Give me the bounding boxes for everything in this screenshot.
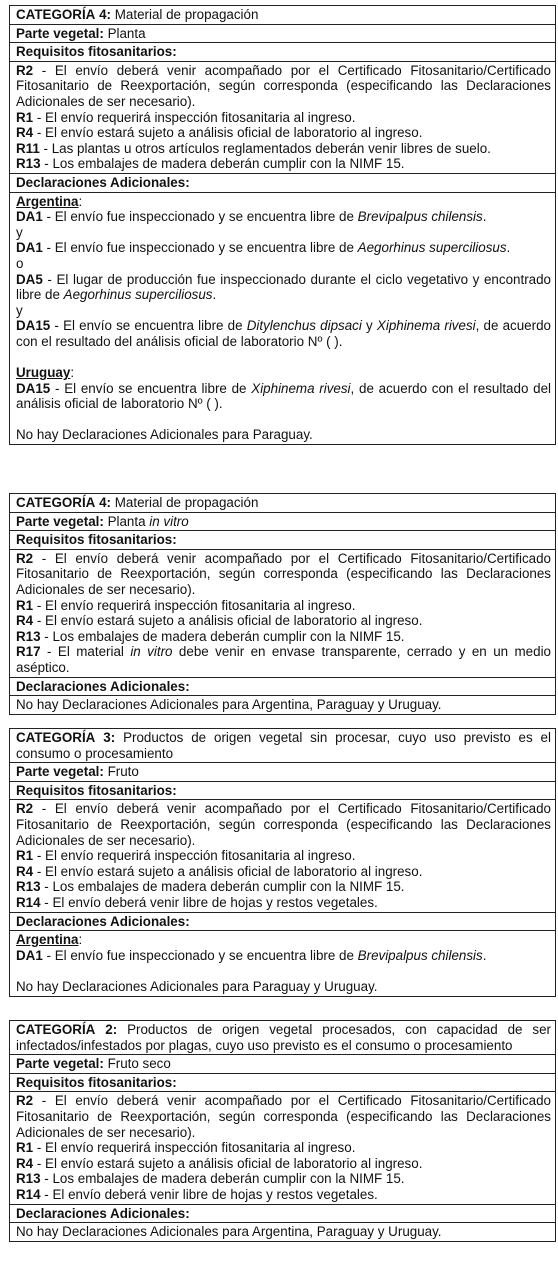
declaration-item — [16, 240, 551, 256]
category-label: CATEGORÍA — [16, 7, 96, 22]
requirement-item — [16, 156, 551, 172]
declaration-code: DA1 — [16, 209, 43, 225]
requirement-text: - El envío deberá venir acompañado por el Certificado Fitosanitario/Certificado Fitosanitario de Reexportación, según corresponda (especificando las Declaraciones Adicionales de ser necesario). — [16, 62, 551, 109]
category-label: CATEGORÍA — [16, 1022, 96, 1037]
requirement-code: R14 — [16, 894, 41, 910]
additional-declarations-body — [10, 696, 556, 715]
category-label: CATEGORÍA — [16, 495, 96, 510]
requirement-item — [16, 551, 551, 598]
category-number: 3: — [103, 730, 116, 745]
requirement-code: R13 — [16, 879, 41, 895]
plant-part-value: Planta — [107, 25, 146, 41]
declaration-text: . — [506, 240, 511, 256]
requirement-text: - El envío deberá venir libre de hojas y restos vegetales. — [40, 1186, 378, 1202]
requirement-text: - El envío estará sujeto a análisis oficial de laboratorio al ingreso. — [33, 863, 423, 879]
declaration-text: . — [212, 287, 217, 303]
category-table-3 — [9, 728, 556, 997]
pest-name: Xiphinema rivesi — [251, 380, 351, 396]
requirement-code: R2 — [16, 62, 34, 78]
declaration-text: y — [361, 318, 377, 334]
requirement-code: R11 — [16, 140, 40, 156]
requirements-header — [10, 43, 556, 62]
requirement-text: - El envío requerirá inspección fitosanitaria al ingreso. — [33, 1140, 356, 1156]
plant-part-label: Parte vegetal: — [16, 1056, 104, 1072]
requirement-code: R13 — [16, 1171, 41, 1187]
category-number: 4: — [99, 7, 112, 22]
declaration-note: No hay Declaraciones Adicionales para Paraguay. — [16, 427, 313, 443]
requirements-list — [10, 549, 556, 677]
country-heading: Uruguay: — [16, 365, 75, 381]
requirement-item — [16, 1093, 551, 1140]
declaration-text: - El envío se encuentra libre de — [50, 380, 252, 396]
plant-part-value: Planta — [107, 513, 150, 529]
additional-declarations-label: Declaraciones Adicionales: — [16, 1205, 190, 1221]
conjunction: o — [16, 255, 24, 271]
category-label: CATEGORÍA — [16, 730, 96, 745]
requirement-code: R4 — [16, 125, 34, 141]
declaration-note: No hay Declaraciones Adicionales para Paraguay y Uruguay. — [16, 978, 378, 994]
declaration-item — [16, 209, 551, 225]
additional-declarations-header — [10, 173, 556, 192]
declaration-text: - El envío fue inspeccionado y se encuentra libre de — [42, 240, 358, 256]
requirement-item — [16, 125, 551, 141]
requirement-text: - El envío deberá venir acompañado por el Certificado Fitosanitario/Certificado Fitosanitario de Reexportación, según corresponda (especificando las Declaraciones Adicionales de ser necesario). — [16, 1093, 551, 1140]
declaration-code: DA15 — [16, 380, 51, 396]
category-description: Material de propagación — [114, 495, 259, 510]
declaration-text: - El envío se encuentra libre de — [50, 318, 247, 334]
requirement-text: - El envío estará sujeto a análisis oficial de laboratorio al ingreso. — [33, 125, 423, 141]
requirement-text: - El envío requerirá inspección fitosanitaria al ingreso. — [33, 597, 356, 613]
additional-declarations-header — [10, 912, 556, 931]
category-header — [10, 6, 556, 25]
category-header — [10, 494, 556, 513]
country-heading: Argentina: — [16, 932, 83, 948]
additional-declarations-header — [10, 677, 556, 696]
country-heading: Argentina: — [16, 193, 83, 209]
requirement-item — [16, 1140, 551, 1156]
category-description: Material de propagación — [114, 7, 259, 22]
requirements-list — [10, 800, 556, 912]
declaration-text: - El envío fue inspeccionado y se encuentra libre de — [42, 209, 358, 225]
plant-part-label: Parte vegetal: — [16, 513, 104, 529]
additional-declarations-label: Declaraciones Adicionales: — [16, 913, 190, 929]
additional-declarations-label: Declaraciones Adicionales: — [16, 174, 190, 190]
plant-part-row — [10, 763, 556, 782]
plant-part-value: Fruto seco — [107, 1056, 171, 1072]
requirement-text: - El envío estará sujeto a análisis oficial de laboratorio al ingreso. — [33, 613, 423, 629]
declaration-item — [16, 948, 551, 964]
declaration-item — [16, 318, 551, 349]
declaration-note: No hay Declaraciones Adicionales para Argentina, Paraguay y Uruguay. — [16, 697, 442, 713]
additional-declarations-body — [10, 1223, 556, 1242]
pest-name: Aegorhinus superciliosus — [357, 240, 507, 256]
country-name: Argentina — [16, 932, 79, 948]
requirement-text: debe venir en envase transparente, cerrado y en un medio aséptico. — [16, 644, 551, 675]
requirement-item — [16, 801, 551, 848]
category-description: Productos de origen vegetal procesados, con capacidad de ser infectados/infestados por plagas, cuyo uso previsto es el consumo o procesamiento — [16, 1022, 551, 1053]
requirement-item — [16, 895, 551, 911]
declaration-code: DA5 — [16, 271, 43, 287]
pest-name: Aegorhinus superciliosus — [63, 287, 213, 303]
requirement-item — [16, 613, 551, 629]
requirement-code: R13 — [16, 156, 41, 172]
requirement-text: - El envío requerirá inspección fitosanitaria al ingreso. — [33, 109, 356, 125]
plant-part-row — [10, 24, 556, 43]
declaration-text: . — [482, 209, 487, 225]
declaration-item — [16, 272, 551, 303]
additional-declarations-label: Declaraciones Adicionales: — [16, 678, 190, 694]
pest-name: Xiphinema rivesi — [376, 318, 476, 334]
plant-part-value: Fruto — [107, 764, 139, 780]
requirements-header — [10, 1073, 556, 1092]
requirement-code: R1 — [16, 109, 34, 125]
requirement-item — [16, 864, 551, 880]
category-table-2 — [9, 493, 556, 715]
requirements-label: Requisitos fitosanitarios: — [16, 532, 177, 548]
requirement-code: R2 — [16, 550, 34, 566]
pest-name: Brevipalpus chilensis — [357, 947, 483, 963]
requirement-text: - El envío deberá venir libre de hojas y restos vegetales. — [40, 894, 378, 910]
requirement-text: - Los embalajes de madera deberán cumplir con la NIMF 15. — [40, 628, 405, 644]
category-number: 4: — [99, 495, 112, 510]
requirement-item — [16, 879, 551, 895]
category-description: Productos de origen vegetal sin procesar, cuyo uso previsto es el consumo o procesamiento — [16, 730, 551, 761]
plant-part-qualifier: in vitro — [149, 513, 189, 529]
requirement-code: R17 — [16, 644, 41, 660]
pest-name: Ditylenchus dipsaci — [246, 318, 362, 334]
plant-part-label: Parte vegetal: — [16, 25, 104, 41]
requirement-code: R1 — [16, 597, 34, 613]
requirements-label: Requisitos fitosanitarios: — [16, 782, 177, 798]
declaration-text: . — [482, 947, 487, 963]
requirement-item — [16, 644, 551, 675]
requirements-list — [10, 61, 556, 173]
requirement-text: - El envío deberá venir acompañado por el Certificado Fitosanitario/Certificado Fitosanitario de Reexportación, según corresponda (especificando las Declaraciones Adicionales de ser necesario). — [16, 801, 551, 848]
category-table-1 — [9, 5, 556, 445]
requirement-code: R13 — [16, 628, 41, 644]
requirement-text: - Las plantas u otros artículos reglamentados deberán venir libres de suelo. — [39, 140, 491, 156]
requirements-label: Requisitos fitosanitarios: — [16, 1074, 177, 1090]
requirement-code: R4 — [16, 863, 34, 879]
spacer — [16, 963, 551, 979]
requirement-text: - El envío deberá venir acompañado por el Certificado Fitosanitario/Certificado Fitosanitario de Reexportación, según corresponda (especificando las Declaraciones Adicionales de ser necesario). — [16, 550, 551, 597]
pest-name: Brevipalpus chilensis — [357, 209, 483, 225]
requirement-italic: in vitro — [130, 644, 173, 660]
requirements-header — [10, 781, 556, 800]
additional-declarations-body — [10, 192, 556, 445]
requirement-item — [16, 598, 551, 614]
declaration-note: No hay Declaraciones Adicionales para Argentina, Paraguay y Uruguay. — [16, 1224, 442, 1240]
conjunction: y — [16, 302, 23, 318]
requirements-list — [10, 1092, 556, 1204]
category-header — [10, 1021, 556, 1055]
requirements-header — [10, 531, 556, 550]
category-number: 2: — [105, 1022, 118, 1037]
additional-declarations-body — [10, 931, 556, 996]
declaration-text: - El lugar de producción fue inspeccionado durante el ciclo vegetativo y encontrado libre de — [16, 271, 551, 303]
requirement-item — [16, 141, 551, 157]
requirement-text: - Los embalajes de madera deberán cumplir con la NIMF 15. — [40, 879, 405, 895]
requirement-text: - El envío requerirá inspección fitosanitaria al ingreso. — [33, 848, 356, 864]
declaration-item — [16, 381, 551, 412]
declaration-text: , de acuerdo con el resultado del análisis oficial de laboratorio Nº ( ). — [16, 380, 552, 412]
conjunction: y — [16, 224, 23, 240]
plant-part-label: Parte vegetal: — [16, 764, 104, 780]
requirement-text: - El material — [40, 644, 131, 660]
declaration-text: - El envío fue inspeccionado y se encuentra libre de — [42, 947, 358, 963]
requirement-code: R14 — [16, 1186, 41, 1202]
requirement-code: R2 — [16, 1093, 34, 1109]
category-header — [10, 729, 556, 763]
requirement-text: - Los embalajes de madera deberán cumplir con la NIMF 15. — [40, 1171, 405, 1187]
spacer — [16, 349, 551, 365]
requirement-item — [16, 1171, 551, 1187]
spacer — [16, 412, 551, 428]
declaration-code: DA15 — [16, 318, 51, 334]
requirement-code: R2 — [16, 801, 34, 817]
requirement-item — [16, 63, 551, 110]
requirement-item — [16, 848, 551, 864]
country-name: Uruguay — [16, 365, 71, 381]
requirement-text: - Los embalajes de madera deberán cumplir con la NIMF 15. — [40, 156, 405, 172]
requirements-label: Requisitos fitosanitarios: — [16, 44, 177, 60]
country-name: Argentina — [16, 193, 79, 209]
requirement-code: R4 — [16, 613, 34, 629]
declaration-code: DA1 — [16, 947, 43, 963]
requirement-item — [16, 1156, 551, 1172]
requirement-item — [16, 1187, 551, 1203]
plant-part-row — [10, 1055, 556, 1074]
declaration-text: , de acuerdo con el resultado del análisis oficial de laboratorio Nº ( ). — [16, 318, 551, 349]
category-table-4 — [9, 1020, 556, 1242]
requirement-text: - El envío estará sujeto a análisis oficial de laboratorio al ingreso. — [33, 1155, 423, 1171]
requirement-code: R1 — [16, 848, 34, 864]
requirement-item — [16, 629, 551, 645]
requirement-code: R1 — [16, 1140, 34, 1156]
declaration-code: DA1 — [16, 240, 43, 256]
requirement-item — [16, 110, 551, 126]
plant-part-row — [10, 512, 556, 531]
additional-declarations-header — [10, 1204, 556, 1223]
requirement-code: R4 — [16, 1155, 34, 1171]
